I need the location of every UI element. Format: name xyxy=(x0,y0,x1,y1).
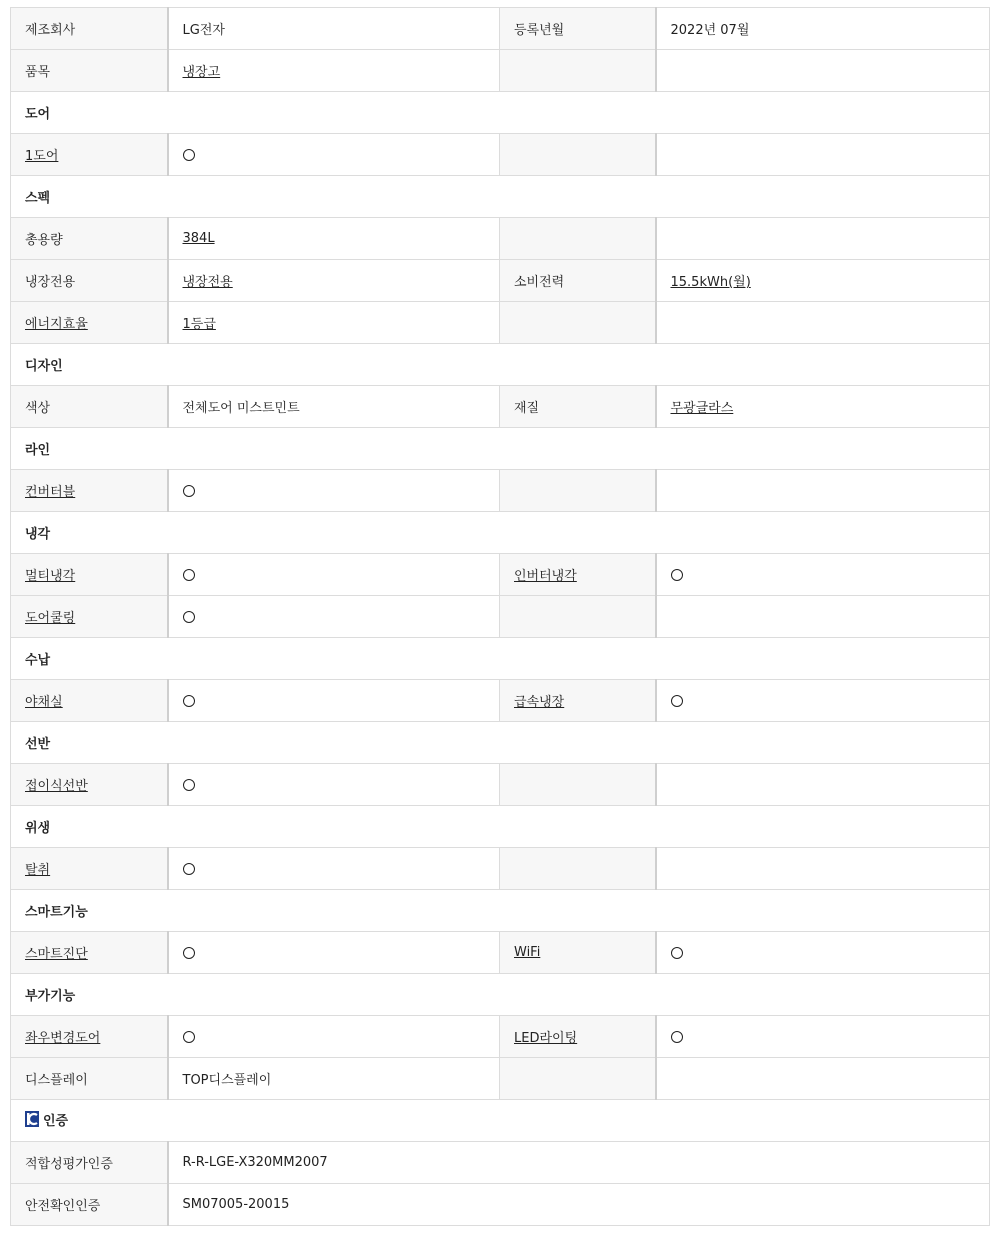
material-label: 재질 xyxy=(500,386,656,428)
section-title-shelf: 선반 xyxy=(11,722,990,764)
section-row xyxy=(11,512,990,554)
section-title-door: 도어 xyxy=(11,92,990,134)
table-row xyxy=(11,8,990,50)
table-row xyxy=(11,1058,990,1100)
section-title-cooling: 냉각 xyxy=(11,512,990,554)
reversible-door-link[interactable]: 좌우변경도어 xyxy=(25,1031,101,1046)
kc-mark-icon xyxy=(25,1111,39,1131)
circle-icon xyxy=(183,569,195,581)
section-row xyxy=(11,176,990,218)
circle-icon xyxy=(671,569,683,581)
safety-label: 안전확인인증 xyxy=(11,1184,168,1226)
table-row xyxy=(11,680,990,722)
circle-icon xyxy=(671,695,683,707)
folding-shelf-link[interactable]: 접이식선반 xyxy=(25,779,88,794)
item-label: 품목 xyxy=(11,50,168,92)
led-lighting-link[interactable]: LED라이팅 xyxy=(514,1031,578,1046)
safety-value: SM07005-20015 xyxy=(168,1184,990,1226)
spec-table xyxy=(10,7,990,1226)
table-row xyxy=(11,218,990,260)
section-row xyxy=(11,638,990,680)
circle-icon xyxy=(183,947,195,959)
inverter-cooling-link[interactable]: 인버터냉각 xyxy=(514,569,577,584)
table-row xyxy=(11,260,990,302)
circle-icon xyxy=(671,947,683,959)
quick-cooling-link[interactable]: 급속냉장 xyxy=(514,695,565,710)
smart-diagnosis-link[interactable]: 스마트진단 xyxy=(25,947,88,962)
color-value: 전체도어 미스트민트 xyxy=(168,386,500,428)
section-row xyxy=(11,890,990,932)
reg-date-value: 2022년 07월 xyxy=(656,8,990,50)
maker-value: LG전자 xyxy=(168,8,500,50)
table-row xyxy=(11,302,990,344)
section-row xyxy=(11,344,990,386)
display-value: TOP디스플레이 xyxy=(168,1058,500,1100)
table-row xyxy=(11,1016,990,1058)
circle-icon xyxy=(183,485,195,497)
fridge-only-label: 냉장전용 xyxy=(11,260,168,302)
convertible-link[interactable]: 컨버터블 xyxy=(25,485,76,500)
section-row xyxy=(11,722,990,764)
table-row xyxy=(11,386,990,428)
table-row xyxy=(11,134,990,176)
display-label: 디스플레이 xyxy=(11,1058,168,1100)
door-cooling-link[interactable]: 도어쿨링 xyxy=(25,611,76,626)
table-row xyxy=(11,470,990,512)
section-title-design: 디자인 xyxy=(11,344,990,386)
circle-icon xyxy=(183,863,195,875)
color-label: 색상 xyxy=(11,386,168,428)
section-row xyxy=(11,974,990,1016)
section-title-smart: 스마트기능 xyxy=(11,890,990,932)
efficiency-value-link[interactable]: 1등급 xyxy=(182,317,216,332)
wifi-link[interactable]: WiFi xyxy=(514,945,541,960)
section-row xyxy=(11,1100,990,1142)
maker-label: 제조회사 xyxy=(11,8,168,50)
capacity-value-link[interactable]: 384L xyxy=(182,231,215,246)
one-door-link[interactable]: 1도어 xyxy=(25,149,59,164)
table-row xyxy=(11,554,990,596)
table-row xyxy=(11,596,990,638)
veg-room-link[interactable]: 야채실 xyxy=(25,695,63,710)
power-label: 소비전력 xyxy=(500,260,656,302)
section-row xyxy=(11,428,990,470)
fridge-only-value-link[interactable]: 냉장전용 xyxy=(182,275,233,290)
conformity-label: 적합성평가인증 xyxy=(11,1142,168,1184)
section-title-cert: 인증 xyxy=(43,1113,69,1129)
section-title-extra: 부가기능 xyxy=(11,974,990,1016)
reg-date-label: 등록년월 xyxy=(500,8,656,50)
power-value-link[interactable]: 15.5kWh(월) xyxy=(670,275,751,290)
circle-icon xyxy=(183,611,195,623)
section-title-hygiene: 위생 xyxy=(11,806,990,848)
table-row xyxy=(11,848,990,890)
conformity-value: R-R-LGE-X320MM2007 xyxy=(168,1142,990,1184)
multi-cooling-link[interactable]: 멀티냉각 xyxy=(25,569,76,584)
circle-icon xyxy=(183,149,195,161)
capacity-label: 총용량 xyxy=(11,218,168,260)
circle-icon xyxy=(671,1031,683,1043)
section-row xyxy=(11,92,990,134)
item-value-link[interactable]: 냉장고 xyxy=(182,65,221,80)
table-row xyxy=(11,1184,990,1226)
table-row xyxy=(11,1142,990,1184)
efficiency-label-link[interactable]: 에너지효율 xyxy=(25,317,88,332)
section-row xyxy=(11,806,990,848)
section-title-spec: 스펙 xyxy=(11,176,990,218)
table-row xyxy=(11,764,990,806)
table-row xyxy=(11,932,990,974)
circle-icon xyxy=(183,1031,195,1043)
deodorize-link[interactable]: 탈취 xyxy=(25,863,51,878)
circle-icon xyxy=(183,695,195,707)
circle-icon xyxy=(183,779,195,791)
section-title-storage: 수납 xyxy=(11,638,990,680)
material-value-link[interactable]: 무광글라스 xyxy=(670,401,734,416)
section-title-line: 라인 xyxy=(11,428,990,470)
table-row xyxy=(11,50,990,92)
